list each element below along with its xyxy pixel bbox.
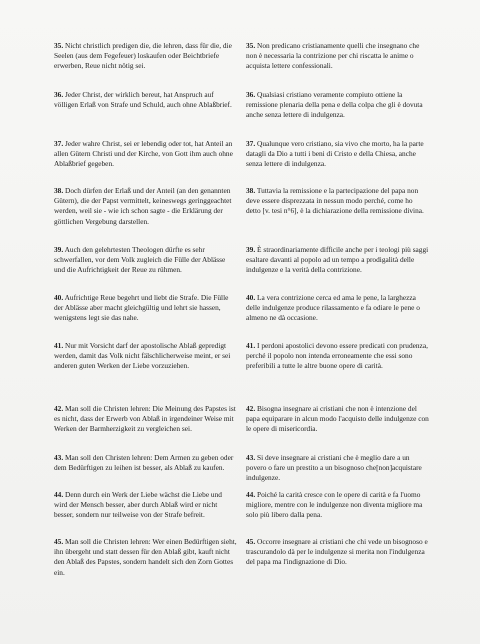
thesis-text: Man soll die Christen lehren: Die Meinung des Papstes ist es nicht, dass der Erwerb von Ablaß in irgendeiner Weise mit Werken der Barmherzigkeit zu vergleichen sei. — [54, 404, 236, 434]
thesis-de-41 — [54, 341, 237, 372]
thesis-text: Poiché la carità cresce con le opere di carità e fa l'uomo migliore, mentre con le indulgenze non diventa migliore ma solo più libero dalla pena. — [246, 490, 423, 520]
thesis-de-37 — [54, 139, 237, 170]
thesis-text: Aufrichtige Reue begehrt und liebt die Strafe. Die Fülle der Ablässe aber macht gleichgültig und lehrt sie hassen, wenigstens legt sie das nahe. — [54, 293, 229, 323]
thesis-text: Jeder wahre Christ, sei er lebendig oder tot, hat Anteil an allen Gütern Christi und der Kirche, von Gott ihm auch ohne Ablaßbrief gegeben. — [54, 139, 233, 169]
thesis-text: Man soll den Christen lehren: Dem Armen zu geben oder dem Bedürftigen zu leihen ist besser, als Ablaß zu kaufen. — [54, 453, 234, 473]
thesis-it-37 — [246, 139, 429, 170]
thesis-text: Si deve insegnare ai cristiani che è meglio dare a un povero o fare un prestito a un bisognoso che[non]acquistare indulgenze. — [246, 453, 422, 483]
thesis-number: 37. — [54, 139, 64, 148]
thesis-de-44 — [54, 490, 237, 521]
thesis-de-35 — [54, 41, 237, 72]
thesis-text: Auch den gelehrtesten Theologen dürfte es sehr schwerfallen, vor dem Volk zugleich die Fülle der Ablässe und die Aufrichtigkeit der Reue zu rühmen. — [54, 245, 226, 275]
thesis-number: 41. — [54, 341, 64, 350]
thesis-number: 41. — [246, 341, 256, 350]
thesis-number: 42. — [246, 404, 256, 413]
thesis-text: Doch dürfen der Erlaß und der Anteil (an den genannten Gütern), die der Papst vermittelt, keineswegs geringgeachtet werden, weil sie - wie ich schon sagte - die Erklärung der göttlichen Vergebung darstellen. — [54, 186, 232, 226]
thesis-number: 36. — [246, 90, 256, 99]
thesis-text: Bisogna insegnare ai cristiani che non è intenzione del papa equiparare in alcun modo l'acquisto delle indulgenze con le opere di misericordia. — [246, 404, 429, 434]
thesis-number: 36. — [54, 90, 64, 99]
thesis-it-38 — [246, 186, 429, 217]
thesis-number: 44. — [246, 490, 256, 499]
thesis-number: 44. — [54, 490, 64, 499]
thesis-de-40 — [54, 293, 237, 324]
thesis-text: Non predicano cristianamente quelli che insegnano che non è necessaria la contrizione per chi riscatta le anime o acquista lettere confessionali. — [246, 41, 420, 71]
thesis-it-39 — [246, 245, 429, 276]
thesis-text: Qualsiasi cristiano veramente compiuto ottiene la remissione plenaria della pena e della colpa che gli è dovuta anche senza lettere di indulgenza. — [246, 90, 423, 120]
thesis-number: 35. — [54, 41, 64, 50]
thesis-text: Tuttavia la remissione e la partecipazione del papa non deve essere disprezzata in nessun modo perché, come ho detto [v. tesi n°6], è la dichiarazione della remissione divina. — [246, 186, 424, 216]
thesis-text: Man soll die Christen lehren: Wer einen Bedürftigen sieht, ihn übergeht und statt dessen für den Ablaß gibt, kauft nicht den Ablaß des Papstes, sondern handelt sich den Zorn Gottes ein. — [54, 537, 237, 577]
thesis-text: I perdoni apostolici devono essere predicati con prudenza, perché il popolo non intenda erroneamente che essi sono preferibili a tutte le altre buone opere di carità. — [246, 341, 428, 371]
thesis-it-41 — [246, 341, 429, 372]
thesis-number: 40. — [246, 293, 256, 302]
thesis-de-43 — [54, 453, 237, 473]
thesis-de-42 — [54, 404, 237, 435]
thesis-number: 43. — [54, 453, 64, 462]
thesis-number: 42. — [54, 404, 64, 413]
thesis-number: 35. — [246, 41, 256, 50]
thesis-number: 39. — [246, 245, 256, 254]
thesis-it-40 — [246, 293, 429, 324]
thesis-number: 37. — [246, 139, 256, 148]
thesis-de-45 — [54, 537, 237, 578]
thesis-it-45 — [246, 537, 429, 568]
thesis-number: 40. — [54, 293, 64, 302]
thesis-number: 38. — [54, 186, 64, 195]
thesis-de-36 — [54, 90, 237, 110]
thesis-text: Qualunque vero cristiano, sia vivo che morto, ha la parte datagli da Dio a tutti i beni di Cristo e della Chiesa, anche senza lettere di indulgenza. — [246, 139, 424, 169]
thesis-text: Denn durch ein Werk der Liebe wächst die Liebe und wird der Mensch besser, aber durch Ablaß wird er nicht besser, sondern nur teilweise von der Strafe befreit. — [54, 490, 222, 520]
thesis-text: Nicht christlich predigen die, die lehren, dass für die, die Seelen (aus dem Fegefeuer) loskaufen oder Beichtbriefe erwerben, Reue nicht nötig sei. — [54, 41, 232, 71]
thesis-it-43 — [246, 453, 429, 484]
thesis-text: La vera contrizione cerca ed ama le pene, la larghezza delle indulgenze produce rilassamento e fa odiare le pene o almeno ne dà occasione. — [246, 293, 420, 323]
thesis-text: Nur mit Vorsicht darf der apostolische Ablaß gepredigt werden, damit das Volk nicht fälschlicherweise meint, er sei anderen guten Werken der Liebe vorzuziehen. — [54, 341, 231, 371]
thesis-it-35 — [246, 41, 429, 72]
thesis-text: Occorre insegnare ai cristiani che chi vede un bisognoso e trascurandolo dà per le indulgenze si merita non l'indulgenza del papa ma l'indignazione di Dio. — [246, 537, 428, 567]
thesis-it-44 — [246, 490, 429, 521]
thesis-text: È straordinariamente difficile anche per i teologi più saggi esaltare davanti al popolo ad un tempo a prodigalità delle indulgenze e la verità della contrizione. — [246, 245, 429, 275]
thesis-text: Jeder Christ, der wirklich bereut, hat Anspruch auf völligen Erlaß von Strafe und Schuld, auch ohne Ablaßbrief. — [54, 90, 232, 110]
thesis-number: 39. — [54, 245, 64, 254]
thesis-it-42 — [246, 404, 429, 435]
thesis-number: 38. — [246, 186, 256, 195]
thesis-de-39 — [54, 245, 237, 276]
thesis-de-38 — [54, 186, 237, 227]
thesis-number: 43. — [246, 453, 256, 462]
thesis-number: 45. — [54, 537, 64, 546]
thesis-number: 45. — [246, 537, 256, 546]
thesis-it-36 — [246, 90, 429, 121]
